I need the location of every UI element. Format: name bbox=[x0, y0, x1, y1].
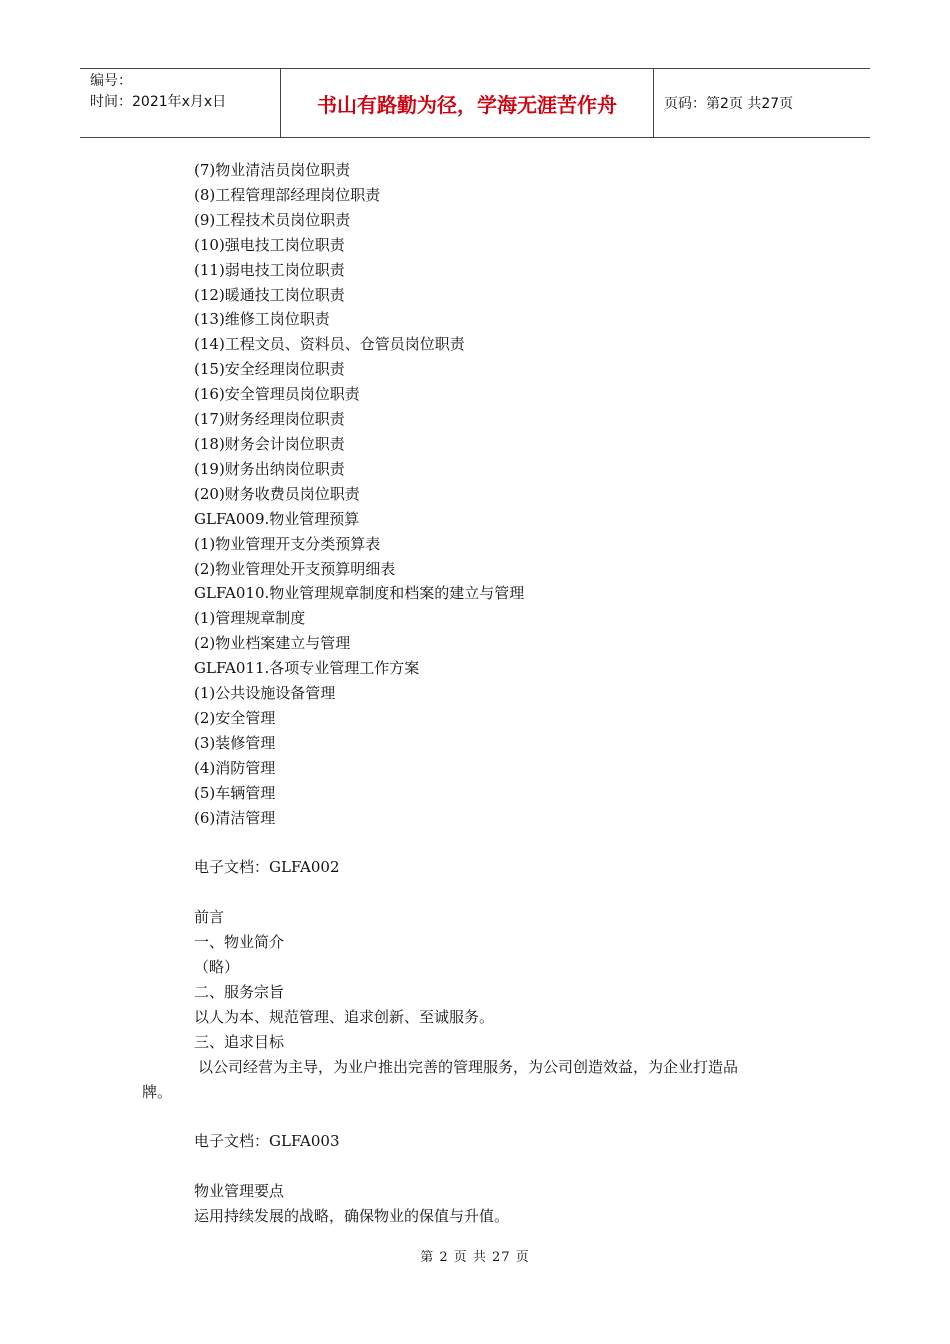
text-line: (10)强电技工岗位职责 bbox=[194, 235, 345, 254]
text-line: (12)暖通技工岗位职责 bbox=[194, 285, 345, 304]
text-line: (15)安全经理岗位职责 bbox=[194, 360, 345, 379]
text-line: 运用持续发展的战略，确保物业的保值与升值。 bbox=[194, 1207, 510, 1225]
text-line: (5)车辆管理 bbox=[194, 783, 276, 802]
text-line: (7)物业清洁员岗位职责 bbox=[194, 161, 351, 179]
text-line: (8)工程管理部经理岗位职责 bbox=[194, 185, 381, 204]
blank-line bbox=[194, 830, 814, 855]
text-line: (16)安全管理员岗位职责 bbox=[194, 385, 360, 404]
text-line: (1)公共设施设备管理 bbox=[194, 684, 336, 703]
text-line: (13)维修工岗位职责 bbox=[194, 310, 330, 329]
text-line: 电子文档：GLFA003 bbox=[194, 1132, 340, 1151]
text-line: GLFA011.各项专业管理工作方案 bbox=[194, 659, 420, 678]
document-body bbox=[142, 158, 814, 1229]
text-line: (2)安全管理 bbox=[194, 708, 276, 727]
text-line: (4)消防管理 bbox=[194, 758, 276, 777]
text-line: 三、追求目标 bbox=[194, 1032, 285, 1051]
text-line: (20)财务收费员岗位职责 bbox=[194, 484, 360, 503]
text-line: 二、服务宗旨 bbox=[194, 982, 285, 1001]
goal-paragraph-tail: 牌。 bbox=[142, 1082, 173, 1101]
document-number: 编号： bbox=[90, 73, 132, 89]
blank-line bbox=[194, 880, 814, 905]
text-line: (17)财务经理岗位职责 bbox=[194, 410, 345, 429]
text-line: 以人为本、规范管理、追求创新、至诚服务。 bbox=[194, 1007, 495, 1026]
text-line: (18)财务会计岗位职责 bbox=[194, 434, 345, 453]
text-line: 物业管理要点 bbox=[194, 1182, 285, 1201]
text-line: (9)工程技术员岗位职责 bbox=[194, 210, 351, 229]
text-line: 电子文档：GLFA002 bbox=[194, 858, 340, 877]
header-meta bbox=[80, 69, 281, 137]
goal-paragraph-text: 以公司经营为主导，为业户推出完善的管理服务，为公司创造效益，为企业打造品 bbox=[198, 1057, 739, 1076]
text-line: (2)物业管理处开支预算明细表 bbox=[194, 559, 396, 578]
text-line: (11)弱电技工岗位职责 bbox=[194, 260, 345, 279]
page-header bbox=[80, 68, 870, 138]
text-line: (1)管理规章制度 bbox=[194, 609, 306, 628]
text-line: (6)清洁管理 bbox=[194, 808, 276, 827]
text-line: (3)装修管理 bbox=[194, 733, 276, 752]
document-date: 时间：2021年x月x日 bbox=[90, 94, 227, 110]
text-line: 一、物业简介 bbox=[194, 933, 285, 952]
header-page-number: 页码：第2页 共27页 bbox=[664, 96, 794, 112]
text-line: 前言 bbox=[194, 908, 225, 927]
text-line: GLFA009.物业管理预算 bbox=[194, 509, 360, 528]
text-line: （略） bbox=[194, 957, 240, 976]
blank-line bbox=[194, 1154, 814, 1179]
page-footer: 第 2 页 共 27 页 bbox=[420, 1250, 530, 1265]
text-line: (2)物业档案建立与管理 bbox=[194, 634, 351, 653]
header-motto: 书山有路勤为径，学海无涯苦作舟 bbox=[281, 69, 654, 137]
blank-line bbox=[194, 1104, 814, 1129]
goal-paragraph bbox=[142, 1055, 814, 1105]
text-line: (14)工程文员、资料员、仓管员岗位职责 bbox=[194, 335, 465, 354]
text-line: (1)物业管理开支分类预算表 bbox=[194, 534, 381, 553]
text-line: GLFA010.物业管理规章制度和档案的建立与管理 bbox=[194, 584, 525, 603]
text-line: (19)财务出纳岗位职责 bbox=[194, 459, 345, 478]
